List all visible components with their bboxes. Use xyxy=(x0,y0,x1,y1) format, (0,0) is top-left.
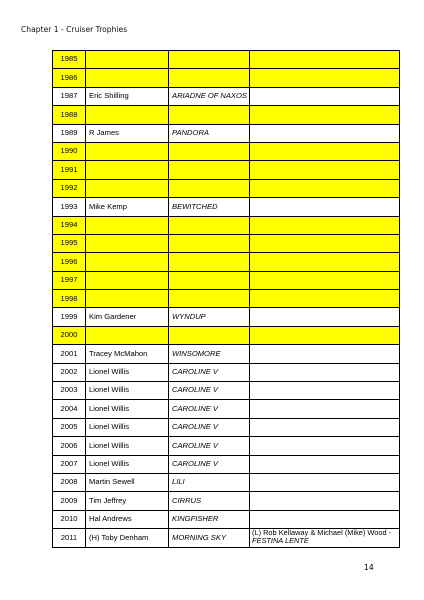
winner-cell: Lionel Willis xyxy=(86,363,169,381)
boat-cell: LILI xyxy=(169,473,250,491)
winner-cell: Mike Kemp xyxy=(86,198,169,216)
boat-cell xyxy=(169,161,250,179)
boat-cell xyxy=(169,51,250,69)
winner-cell: Tracey McMahon xyxy=(86,345,169,363)
note-cell xyxy=(250,382,400,400)
year-cell: 1998 xyxy=(53,290,86,308)
note-cell xyxy=(250,418,400,436)
note-cell xyxy=(250,234,400,252)
note-cell xyxy=(250,124,400,142)
year-cell: 1995 xyxy=(53,234,86,252)
year-cell: 1997 xyxy=(53,271,86,289)
year-cell: 2006 xyxy=(53,437,86,455)
winner-cell xyxy=(86,179,169,197)
table-row xyxy=(53,161,400,179)
table-row xyxy=(53,179,400,197)
boat-cell xyxy=(169,179,250,197)
note-cell xyxy=(250,161,400,179)
note-cell xyxy=(250,473,400,491)
page-header: Chapter 1 - Cruiser Trophies xyxy=(21,25,128,34)
note-cell xyxy=(250,455,400,473)
table-body xyxy=(53,51,400,548)
boat-cell xyxy=(169,271,250,289)
note-cell xyxy=(250,290,400,308)
boat-cell xyxy=(169,106,250,124)
boat-cell xyxy=(169,69,250,87)
note-cell xyxy=(250,142,400,160)
table-row xyxy=(53,510,400,528)
table-row xyxy=(53,529,400,547)
boat-cell: BEWITCHED xyxy=(169,198,250,216)
winner-cell xyxy=(86,161,169,179)
boat-cell xyxy=(169,142,250,160)
year-cell: 2000 xyxy=(53,326,86,344)
boat-cell xyxy=(169,290,250,308)
winner-cell xyxy=(86,142,169,160)
year-cell: 2007 xyxy=(53,455,86,473)
winner-cell: Lionel Willis xyxy=(86,437,169,455)
year-cell: 2010 xyxy=(53,510,86,528)
note-cell xyxy=(250,253,400,271)
year-cell: 1993 xyxy=(53,198,86,216)
boat-cell: ARIADNE OF NAXOS xyxy=(169,87,250,105)
boat-cell: CAROLINE V xyxy=(169,363,250,381)
table-row xyxy=(53,473,400,491)
table-row xyxy=(53,326,400,344)
note-cell xyxy=(250,271,400,289)
year-cell: 2005 xyxy=(53,418,86,436)
note-cell xyxy=(250,492,400,510)
year-cell: 2008 xyxy=(53,473,86,491)
table-row xyxy=(53,437,400,455)
table-row xyxy=(53,382,400,400)
boat-cell xyxy=(169,253,250,271)
boat-cell: KINGFISHER xyxy=(169,510,250,528)
table-row xyxy=(53,124,400,142)
year-cell: 2001 xyxy=(53,345,86,363)
boat-cell: CAROLINE V xyxy=(169,400,250,418)
page-number: 14 xyxy=(364,563,374,572)
boat-cell xyxy=(169,234,250,252)
winner-cell xyxy=(86,216,169,234)
winner-cell: Lionel Willis xyxy=(86,400,169,418)
table-row xyxy=(53,51,400,69)
winner-cell xyxy=(86,326,169,344)
year-cell: 1988 xyxy=(53,106,86,124)
table-row xyxy=(53,271,400,289)
boat-cell: CAROLINE V xyxy=(169,382,250,400)
boat-cell: CIRRUS xyxy=(169,492,250,510)
year-cell: 1986 xyxy=(53,69,86,87)
table-row xyxy=(53,308,400,326)
note-cell xyxy=(250,216,400,234)
table-row xyxy=(53,400,400,418)
table-row xyxy=(53,106,400,124)
trophy-winners-table xyxy=(52,50,400,548)
note-cell xyxy=(250,363,400,381)
year-cell: 1999 xyxy=(53,308,86,326)
winner-cell xyxy=(86,271,169,289)
winner-cell xyxy=(86,106,169,124)
note-cell xyxy=(250,345,400,363)
year-cell: 1990 xyxy=(53,142,86,160)
year-cell: 1992 xyxy=(53,179,86,197)
boat-cell: CAROLINE V xyxy=(169,418,250,436)
year-cell: 1994 xyxy=(53,216,86,234)
table-row xyxy=(53,455,400,473)
boat-cell: MORNING SKY xyxy=(169,529,250,547)
table-row xyxy=(53,253,400,271)
winner-cell: Eric Shilling xyxy=(86,87,169,105)
winner-cell: Lionel Willis xyxy=(86,455,169,473)
winner-cell: Martin Sewell xyxy=(86,473,169,491)
winner-cell: Kim Gardener xyxy=(86,308,169,326)
note-cell xyxy=(250,51,400,69)
year-cell: 2004 xyxy=(53,400,86,418)
note-cell xyxy=(250,400,400,418)
winner-cell: Lionel Willis xyxy=(86,418,169,436)
note-prefix: (L) Rob Kellaway & Michael (Mike) Wood - xyxy=(252,528,392,538)
note-cell xyxy=(250,308,400,326)
winner-cell xyxy=(86,290,169,308)
note-cell xyxy=(250,437,400,455)
boat-cell: WYNDUP xyxy=(169,308,250,326)
winner-cell: Tim Jeffrey xyxy=(86,492,169,510)
note-cell xyxy=(250,87,400,105)
winner-cell: Lionel Willis xyxy=(86,382,169,400)
boat-cell: CAROLINE V xyxy=(169,455,250,473)
note-cell xyxy=(250,179,400,197)
table-row xyxy=(53,290,400,308)
boat-cell: PANDORA xyxy=(169,124,250,142)
table-row xyxy=(53,87,400,105)
table-row xyxy=(53,198,400,216)
table-row xyxy=(53,363,400,381)
year-cell: 2011 xyxy=(53,529,86,547)
winner-cell xyxy=(86,234,169,252)
year-cell: 1987 xyxy=(53,87,86,105)
winner-cell xyxy=(86,69,169,87)
year-cell: 1985 xyxy=(53,51,86,69)
table-row xyxy=(53,69,400,87)
boat-cell: CAROLINE V xyxy=(169,437,250,455)
note-cell xyxy=(250,510,400,528)
year-cell: 1991 xyxy=(53,161,86,179)
note-cell xyxy=(250,69,400,87)
boat-cell: WINSOMORE xyxy=(169,345,250,363)
year-cell: 2003 xyxy=(53,382,86,400)
year-cell: 1996 xyxy=(53,253,86,271)
table-row xyxy=(53,142,400,160)
table-row xyxy=(53,234,400,252)
note-cell xyxy=(250,529,400,547)
table-row xyxy=(53,418,400,436)
year-cell: 1989 xyxy=(53,124,86,142)
winner-cell: R James xyxy=(86,124,169,142)
note-cell xyxy=(250,198,400,216)
year-cell: 2002 xyxy=(53,363,86,381)
table-row xyxy=(53,492,400,510)
winner-cell xyxy=(86,51,169,69)
winner-cell: (H) Toby Denham xyxy=(86,529,169,547)
note-cell xyxy=(250,326,400,344)
boat-cell xyxy=(169,326,250,344)
winner-cell: Hal Andrews xyxy=(86,510,169,528)
table-row xyxy=(53,216,400,234)
boat-cell xyxy=(169,216,250,234)
note-cell xyxy=(250,106,400,124)
table-row xyxy=(53,345,400,363)
note-boat: FESTINA LENTE xyxy=(252,536,309,546)
year-cell: 2009 xyxy=(53,492,86,510)
winner-cell xyxy=(86,253,169,271)
